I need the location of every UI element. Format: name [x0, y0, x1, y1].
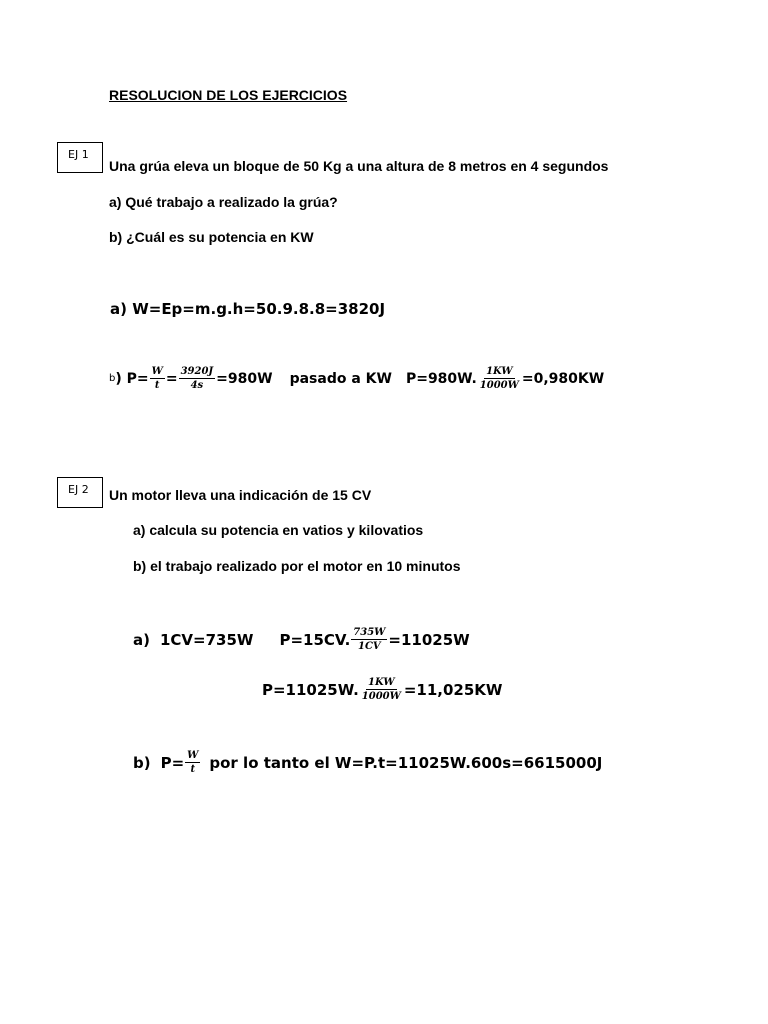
ej2-kilowatts-result: =11,025KW — [403, 680, 503, 699]
ej1-p-label: P=980W. — [405, 370, 477, 387]
equals-sign: = — [165, 370, 178, 387]
fraction-denominator: 1000W — [479, 380, 519, 391]
ej2-answer-a-prefix: a) — [133, 630, 150, 649]
fraction-denominator: t — [190, 764, 196, 775]
ej2-label-box: EJ 2 — [57, 477, 103, 508]
page-title: RESOLUCION DE LOS EJERCICIOS — [109, 87, 348, 103]
fraction-denominator: t — [154, 380, 160, 391]
ej2-answer-b-p-label: P= — [160, 753, 185, 772]
ej1-question-a: a) Qué trabajo a realizado la grúa? — [109, 194, 338, 210]
ej2-p-label: P=15CV. — [279, 630, 351, 649]
ej1-final-result: =0,980KW — [521, 370, 605, 387]
fraction-numerator: 735W — [353, 627, 386, 638]
ej2-fraction-1kw-over-1000w — [360, 677, 403, 702]
fraction-denominator: 1CV — [358, 641, 381, 652]
ej2-question-b: b) el trabajo realizado por el motor en 10 minutos — [133, 558, 461, 574]
ej1-fraction-3920j-over-4s — [179, 366, 216, 391]
ej2-answer-b-prefix: b) — [133, 753, 151, 772]
ej2-p2-label: P=11025W. — [262, 680, 359, 699]
ej1-answer-a: a) W=Ep=m.g.h=50.9.8.8=3820J — [110, 300, 386, 318]
fraction-denominator: 1000W — [361, 691, 401, 702]
fraction-denominator: 4s — [190, 380, 204, 391]
fraction-numerator: W — [151, 366, 163, 377]
ej1-answer-b — [109, 366, 604, 391]
ej2-fraction-w-over-t — [185, 750, 200, 775]
ej1-power-result: =980W — [216, 370, 273, 387]
ej2-answer-a-line1 — [133, 627, 470, 652]
ej1-converted-label: pasado a KW — [289, 370, 392, 387]
ej1-fraction-1kw-over-1000w — [478, 366, 521, 391]
fraction-numerator: W — [187, 750, 199, 761]
ej2-fraction-735w-over-1cv — [351, 627, 387, 652]
fraction-numerator: 1KW — [368, 677, 395, 688]
ej2-work-calculation: por lo tanto el W=P.t=11025W.600s=6615000J — [209, 753, 603, 772]
ej2-cv-equivalence: 1CV=735W — [159, 630, 254, 649]
ej1-fraction-w-over-t — [150, 366, 165, 391]
ej2-answer-b — [133, 750, 602, 775]
ej1-answer-b-prefix: ) P= — [115, 370, 149, 387]
ej1-label-box: EJ 1 — [57, 142, 103, 173]
ej2-answer-a-line2 — [262, 677, 502, 702]
fraction-numerator: 1KW — [486, 366, 513, 377]
ej1-answer-b-prefix-small: b — [109, 373, 116, 384]
ej2-statement: Un motor lleva una indicación de 15 CV — [109, 487, 372, 503]
fraction-numerator: 3920J — [180, 366, 214, 377]
ej1-statement: Una grúa eleva un bloque de 50 Kg a una altura de 8 metros en 4 segundos — [109, 158, 609, 174]
ej2-watts-result: =11025W — [388, 630, 470, 649]
ej2-question-a: a) calcula su potencia en vatios y kilovatios — [133, 522, 424, 538]
ej1-question-b: b) ¿Cuál es su potencia en KW — [109, 229, 314, 245]
